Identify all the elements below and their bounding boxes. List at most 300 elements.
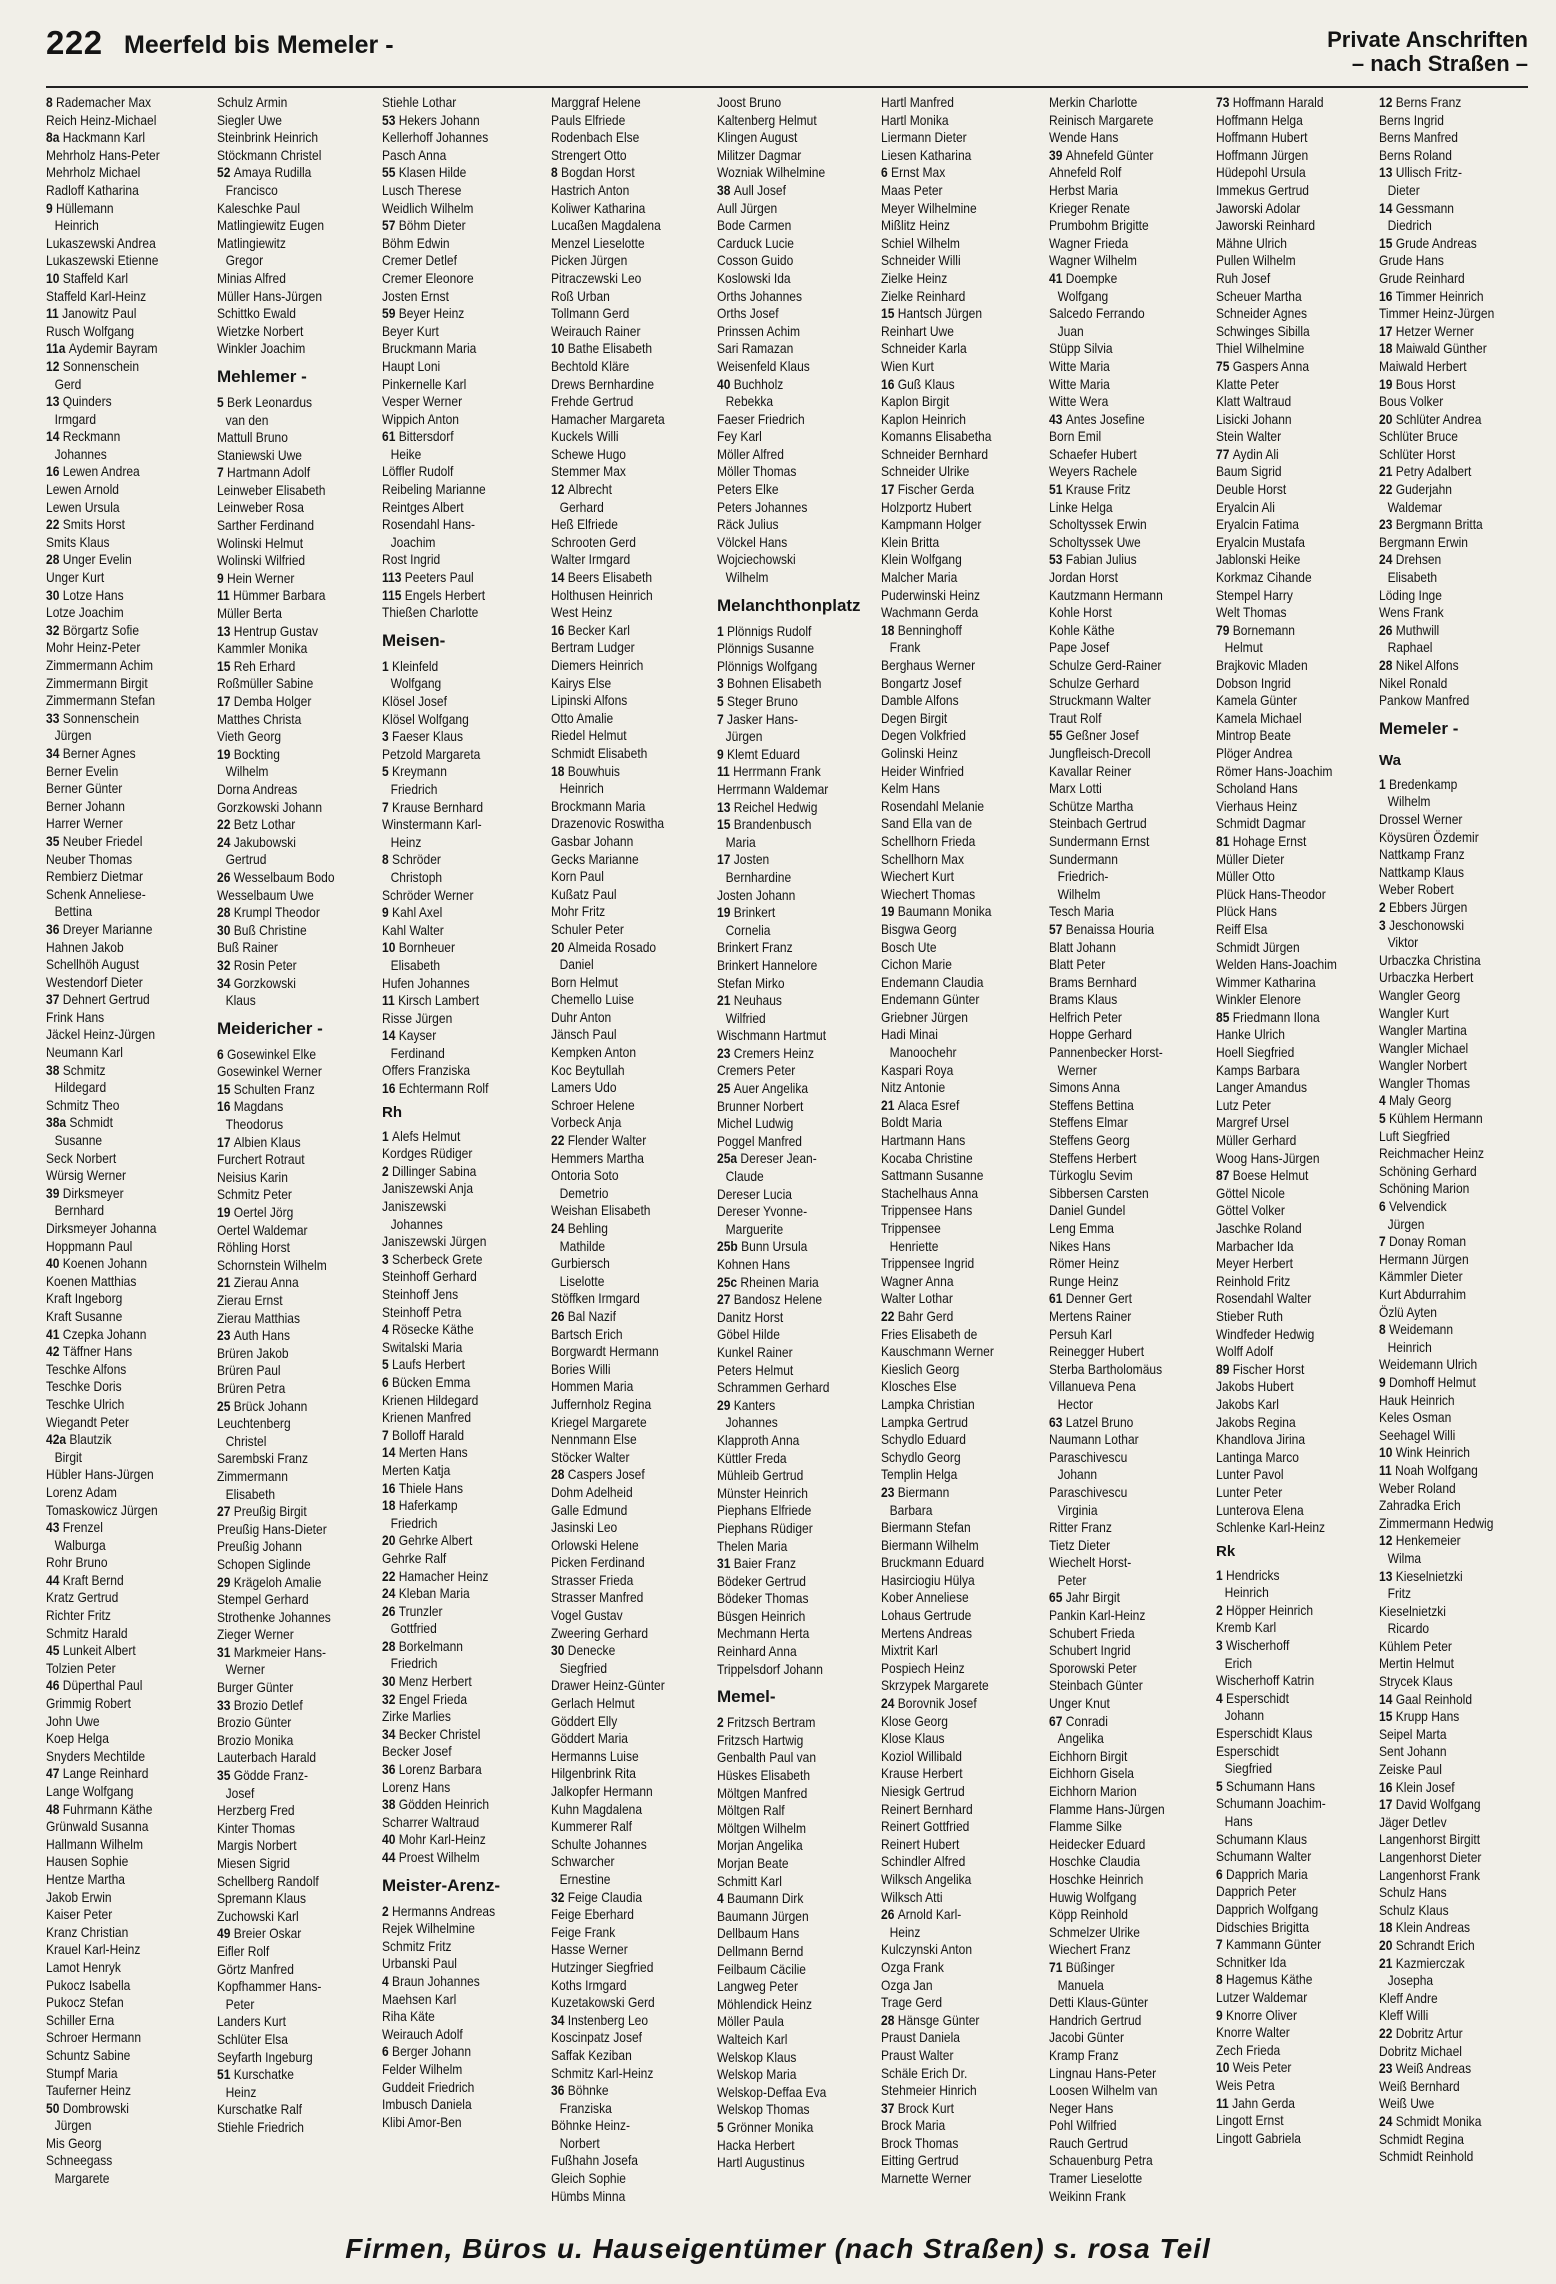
resident-entry: Schubert Frieda: [1049, 1624, 1135, 1641]
resident-entry: Thießen Charlotte: [382, 604, 479, 621]
house-number: 11: [382, 992, 399, 1009]
house-number: 13: [1379, 164, 1396, 181]
resident-entry: 21 Petry Adalbert: [1379, 463, 1472, 480]
resident-entry: Kuhn Magdalena: [551, 1800, 643, 1817]
resident-entry: Gehrke Ralf: [382, 1549, 447, 1566]
resident-entry: Helfrich Peter: [1049, 1008, 1122, 1025]
resident-entry: 34 Gorzkowski: [217, 974, 296, 991]
entry-continuation: Henriette: [889, 1237, 939, 1254]
resident-entry: 24 Drehsen: [1379, 551, 1442, 568]
resident-entry: Welskop Thomas: [717, 2101, 810, 2118]
resident-entry: Schulz Hans: [1379, 1884, 1447, 1901]
resident-entry: Urbanski Paul: [382, 1955, 457, 1972]
resident-entry: Berner Johann: [46, 797, 125, 814]
resident-entry: Pankow Manfred: [1379, 692, 1470, 709]
resident-entry: 25a Dereser Jean-: [717, 1150, 817, 1167]
resident-entry: 45 Lunkeit Albert: [46, 1642, 136, 1659]
resident-entry: Wende Hans: [1049, 129, 1119, 146]
resident-entry: 23 Biermann: [881, 1483, 950, 1500]
resident-entry: Rosendahl Walter: [1216, 1290, 1312, 1307]
resident-entry: Scheuer Martha: [1216, 287, 1302, 304]
resident-entry: Fritzsch Hartwig: [717, 1731, 804, 1748]
house-number: 28: [46, 551, 63, 568]
resident-entry: Weishan Elisabeth: [551, 1202, 651, 1219]
resident-entry: Golinski Heinz: [881, 744, 958, 761]
resident-entry: Stumpf Maria: [46, 2064, 118, 2081]
resident-entry: Schmidt Reinhold: [1379, 2148, 1474, 2165]
resident-entry: Dapprich Wolfgang: [1216, 1900, 1319, 1917]
resident-entry: Windfeder Hedwig: [1216, 1325, 1315, 1342]
resident-entry: Lingott Ernst: [1216, 2112, 1284, 2129]
entry-continuation: Ricardo: [1387, 1620, 1430, 1637]
entry-continuation: Elisabeth: [1387, 569, 1438, 586]
resident-entry: Schöning Gerhard: [1379, 1162, 1477, 1179]
resident-entry: Morjan Angelika: [717, 1837, 803, 1854]
house-number: 37: [46, 991, 63, 1008]
resident-entry: Koenen Matthias: [46, 1272, 137, 1289]
resident-entry: Schneider Bernhard: [881, 445, 989, 462]
resident-entry: 16 Klein Josef: [1379, 1778, 1455, 1795]
entry-continuation: Ernestine: [559, 1870, 611, 1887]
house-number: 8: [46, 94, 57, 110]
resident-entry: Kaltenberg Helmut: [717, 111, 817, 128]
entry-continuation: Jürgen: [725, 728, 763, 745]
resident-entry: Zieger Werner: [217, 1626, 294, 1643]
resident-entry: 5 Kühlem Hermann: [1379, 1110, 1483, 1127]
resident-entry: Krause Herbert: [881, 1765, 963, 1782]
resident-entry: 44 Kraft Bernd: [46, 1571, 124, 1588]
resident-entry: 26 Bal Nazif: [551, 1307, 616, 1324]
resident-entry: Reinegger Hubert: [1049, 1343, 1145, 1360]
resident-entry: 32 Engel Frieda: [382, 1690, 468, 1707]
resident-entry: 3 Bohnen Elisabeth: [717, 675, 822, 692]
resident-entry: 21 Alaca Esref: [881, 1096, 960, 1113]
entry-continuation: Bettina: [54, 903, 93, 920]
resident-entry: Hoffmann Hubert: [1216, 129, 1308, 146]
resident-entry: Hadi Minai: [881, 1026, 938, 1043]
resident-entry: Flamme Hans-Jürgen: [1049, 1800, 1165, 1817]
entry-continuation: Wilhelm: [1057, 885, 1101, 902]
resident-entry: Jablonski Heike: [1216, 551, 1301, 568]
house-number: 8a: [46, 129, 63, 146]
resident-entry: 40 Buchholz: [717, 375, 784, 392]
resident-entry: Kinter Thomas: [217, 1819, 296, 1836]
resident-entry: Reibeling Marianne: [382, 481, 486, 498]
resident-entry: Schulz Klaus: [1379, 1901, 1449, 1918]
resident-entry: 4 Braun Johannes: [382, 1972, 480, 1989]
resident-entry: Dapprich Peter: [1216, 1883, 1297, 1900]
resident-entry: Maehsen Karl: [382, 1990, 457, 2007]
resident-entry: Picken Jürgen: [551, 252, 628, 269]
house-number: 57: [1049, 920, 1066, 937]
resident-entry: Ahnefeld Rolf: [1049, 164, 1122, 181]
house-number: 23: [717, 1044, 734, 1061]
house-number: 26: [382, 1602, 399, 1619]
resident-entry: Gecks Marianne: [551, 850, 639, 867]
resident-entry: Stöcker Walter: [551, 1448, 630, 1465]
resident-entry: Hasse Werner: [551, 1941, 628, 1958]
resident-entry: Vieth Georg: [217, 728, 282, 745]
street-heading: Memel-: [717, 1687, 776, 1707]
house-number: 31: [717, 1555, 734, 1572]
resident-entry: Trippensee Ingrid: [881, 1255, 975, 1272]
resident-entry: Struckmann Walter: [1049, 692, 1151, 709]
entry-continuation: Frank: [889, 639, 921, 656]
resident-entry: Strengert Otto: [551, 146, 627, 163]
resident-entry: Otto Amalie: [551, 709, 614, 726]
entry-continuation: Johannes: [725, 1414, 778, 1431]
resident-entry: Kober Anneliese: [881, 1589, 969, 1606]
resident-entry: Eichhorn Gisela: [1049, 1765, 1134, 1782]
resident-entry: 12 Berns Franz: [1379, 94, 1462, 110]
house-number: 115: [382, 586, 405, 603]
resident-entry: Villanueva Pena: [1049, 1378, 1136, 1395]
resident-entry: Luft Siegfried: [1379, 1127, 1450, 1144]
resident-entry: Koc Beytullah: [551, 1061, 625, 1078]
resident-entry: Dobritz Michael: [1379, 2042, 1462, 2059]
resident-entry: 17 Fischer Gerda: [881, 481, 975, 498]
house-number: 55: [1049, 727, 1066, 744]
resident-entry: Walter Irmgard: [551, 551, 631, 568]
resident-entry: Nikes Hans: [1049, 1237, 1111, 1254]
resident-entry: Schnitker Ida: [1216, 1953, 1287, 1970]
resident-entry: 71 Büßinger: [1049, 1958, 1115, 1975]
entry-continuation: Liselotte: [559, 1272, 605, 1289]
entry-continuation: Gerhard: [559, 498, 604, 515]
resident-entry: Berner Günter: [46, 780, 123, 797]
house-number: 22: [1379, 481, 1396, 498]
resident-entry: Vogel Gustav: [551, 1607, 623, 1624]
directory-column: [717, 94, 869, 2172]
resident-entry: Skrzypek Margarete: [881, 1677, 989, 1694]
resident-entry: 16 Timmer Heinrich: [1379, 287, 1484, 304]
resident-entry: Leinweber Rosa: [217, 499, 305, 516]
house-number: 12: [1379, 94, 1396, 110]
entry-continuation: Heinz: [225, 2083, 257, 2100]
resident-entry: Steffens Herbert: [1049, 1149, 1137, 1166]
house-number: 3: [717, 675, 728, 692]
entry-continuation: Heinz: [889, 1923, 921, 1940]
resident-entry: Offers Franziska: [382, 1062, 471, 1079]
house-number: 20: [382, 1532, 399, 1549]
resident-entry: Mertin Helmut: [1379, 1655, 1454, 1672]
resident-entry: Diemers Heinrich: [551, 657, 644, 673]
resident-entry: Zimmermann Hedwig: [1379, 1514, 1494, 1531]
resident-entry: 16 Lewen Andrea: [46, 463, 140, 480]
resident-entry: 34 Instenberg Leo: [551, 2011, 649, 2028]
resident-entry: Schmidt Jürgen: [1216, 938, 1300, 955]
resident-entry: 6 Dapprich Maria: [1216, 1865, 1308, 1882]
resident-entry: Lotze Joachim: [46, 604, 124, 621]
resident-entry: Walteich Karl: [717, 2030, 788, 2047]
resident-entry: Kaiser Peter: [46, 1906, 113, 1923]
resident-entry: 8a Hackmann Karl: [46, 129, 146, 146]
house-number: 41: [1049, 269, 1066, 286]
resident-entry: Feige Frank: [551, 1923, 616, 1940]
resident-entry: Lukaszewski Andrea: [46, 234, 156, 251]
resident-entry: Kleff Willi: [1379, 2007, 1429, 2024]
resident-entry: Pukocz Isabella: [46, 1976, 131, 1993]
resident-entry: Pukocz Stefan: [46, 1994, 124, 2011]
resident-entry: Eitting Gertrud: [881, 2152, 959, 2169]
resident-entry: 39 Ahnefeld Günter: [1049, 146, 1154, 163]
resident-entry: Wiechelt Horst-: [1049, 1554, 1132, 1571]
house-number: 30: [46, 586, 63, 603]
resident-entry: Griebner Jürgen: [881, 1008, 969, 1025]
resident-entry: 67 Conradi: [1049, 1712, 1108, 1729]
resident-entry: Brinkert Hannelore: [717, 956, 818, 973]
resident-entry: Schornstein Wilhelm: [217, 1256, 327, 1273]
entry-continuation: Dieter: [1387, 181, 1420, 198]
resident-entry: 30 Lotze Hans: [46, 586, 124, 603]
resident-entry: Ontoria Soto: [551, 1167, 619, 1184]
resident-entry: Grimmig Robert: [46, 1695, 131, 1712]
resident-entry: 10 Weis Peter: [1216, 2059, 1292, 2076]
resident-entry: 87 Boese Helmut: [1216, 1167, 1309, 1184]
resident-entry: 16 Guß Klaus: [881, 375, 955, 392]
house-number: 30: [551, 1642, 568, 1659]
resident-entry: 20 Gehrke Albert: [382, 1532, 473, 1549]
resident-entry: Stempel Gerhard: [217, 1591, 309, 1608]
resident-entry: 15 Schulten Franz: [217, 1080, 315, 1097]
resident-entry: 3 Wischerhoff: [1216, 1637, 1290, 1654]
resident-entry: Zimmermann Birgit: [46, 674, 148, 691]
house-number: 1: [1216, 1566, 1227, 1583]
house-number: 3: [382, 728, 393, 745]
resident-entry: 41 Czepka Johann: [46, 1325, 147, 1342]
resident-entry: Joost Bruno: [717, 94, 782, 110]
resident-entry: 14 Merten Hans: [382, 1444, 468, 1461]
entry-continuation: Jürgen: [54, 2117, 92, 2134]
house-number: 35: [46, 832, 63, 849]
house-number: 63: [1049, 1413, 1066, 1430]
house-number: 38a: [46, 1114, 70, 1131]
house-number: 6: [1216, 1865, 1227, 1882]
resident-entry: 5 Kreymann: [382, 763, 447, 780]
resident-entry: Templin Helga: [881, 1466, 958, 1483]
resident-entry: Sibbersen Carsten: [1049, 1184, 1149, 1201]
house-number: 11: [1216, 2094, 1233, 2111]
resident-entry: 1 Kleinfeld: [382, 657, 439, 674]
resident-entry: Marggraf Helene: [551, 94, 641, 110]
house-number: 19: [1379, 375, 1396, 392]
resident-entry: 12 Henkemeier: [1379, 1532, 1461, 1549]
page-header: [46, 20, 1528, 76]
resident-entry: Steinbrink Heinrich: [217, 129, 319, 146]
resident-entry: Dorna Andreas: [217, 780, 298, 797]
resident-entry: Drawer Heinz-Günter: [551, 1677, 665, 1694]
resident-entry: Mechmann Herta: [717, 1625, 810, 1642]
resident-entry: Weidlich Wilhelm: [382, 199, 474, 216]
resident-entry: Matlingiewitz Eugen: [217, 217, 325, 234]
house-number: 71: [1049, 1958, 1066, 1975]
resident-entry: Langenhorst Frank: [1379, 1866, 1481, 1883]
resident-entry: 22 Dobritz Artur: [1379, 2024, 1463, 2041]
resident-entry: Biermann Wilhelm: [881, 1536, 979, 1553]
resident-entry: Kußatz Paul: [551, 885, 617, 902]
resident-entry: 13 Hentrup Gustav: [217, 622, 319, 639]
resident-entry: 4 Rösecke Käthe: [382, 1321, 474, 1338]
resident-entry: 2 Ebbers Jürgen: [1379, 898, 1468, 915]
resident-entry: Leinweber Elisabeth: [217, 481, 326, 498]
resident-entry: Kempken Anton: [551, 1044, 637, 1061]
house-number: 1: [1379, 775, 1390, 792]
resident-entry: Gasbar Johann: [551, 832, 634, 849]
resident-entry: Faeser Friedrich: [717, 410, 805, 427]
house-number: 28: [551, 1466, 568, 1483]
house-number: 14: [46, 428, 63, 445]
resident-entry: Stachelhaus Anna: [881, 1184, 979, 1201]
resident-entry: Kuzetakowski Gerd: [551, 1994, 655, 2011]
resident-entry: 3 Faeser Klaus: [382, 728, 463, 745]
resident-entry: Miesen Sigrid: [217, 1855, 290, 1871]
entry-continuation: Waldemar: [1387, 498, 1443, 515]
resident-entry: 22 Hamacher Heinz: [382, 1567, 489, 1584]
resident-entry: Cremer Eleonore: [382, 269, 474, 286]
resident-entry: Lingott Gabriela: [1216, 2129, 1302, 2146]
resident-entry: Tollmann Gerd: [551, 305, 630, 322]
resident-entry: Schröder Werner: [382, 886, 474, 903]
entry-continuation: Claude: [725, 1168, 764, 1185]
entry-continuation: Theodorus: [225, 1116, 284, 1133]
resident-entry: Westendorf Dieter: [46, 973, 143, 990]
resident-entry: Wiechert Thomas: [881, 885, 976, 902]
house-number: 21: [717, 992, 734, 1009]
resident-entry: Göttel Nicole: [1216, 1184, 1285, 1201]
resident-entry: Langer Amandus: [1216, 1079, 1308, 1096]
resident-entry: Scholand Hans: [1216, 780, 1298, 797]
house-number: 57: [382, 217, 399, 234]
resident-entry: Wilksch Angelika: [881, 1870, 972, 1887]
house-number: 47: [46, 1765, 63, 1782]
resident-entry: Langweg Peter: [717, 1978, 799, 1995]
resident-entry: 13 Quinders: [46, 393, 112, 410]
resident-entry: Gurbiersch: [551, 1255, 610, 1272]
resident-entry: Plönnigs Wolfgang: [717, 657, 818, 674]
entry-continuation: Manoochehr: [889, 1044, 957, 1061]
resident-entry: Niesigk Gertrud: [881, 1783, 965, 1799]
house-number: 10: [46, 269, 63, 286]
resident-entry: Rembierz Dietmar: [46, 868, 144, 885]
entry-continuation: Bernhardine: [725, 868, 792, 885]
resident-entry: Bous Volker: [1379, 393, 1444, 410]
house-number: 18: [382, 1497, 399, 1514]
resident-entry: Orths Johannes: [717, 287, 803, 304]
resident-entry: 26 Wesselbaum Bodo: [217, 868, 335, 885]
resident-entry: 33 Brozio Detlef: [217, 1696, 303, 1713]
house-number: 55: [382, 164, 399, 181]
resident-entry: 2 Hermanns Andreas: [382, 1902, 496, 1919]
resident-entry: Scholtyssek Erwin: [1049, 516, 1147, 533]
resident-entry: 21 Kazmierczak: [1379, 1954, 1465, 1971]
house-number: 15: [217, 1080, 234, 1097]
resident-entry: 43 Antes Josefine: [1049, 410, 1145, 427]
resident-entry: Flamme Silke: [1049, 1818, 1122, 1835]
resident-entry: Zech Frieda: [1216, 2041, 1281, 2058]
resident-entry: Küttler Freda: [717, 1449, 787, 1466]
resident-entry: Knorre Walter: [1216, 2024, 1290, 2041]
house-number: 13: [217, 622, 234, 639]
house-number: 17: [1379, 322, 1396, 339]
resident-entry: 30 Buß Christine: [217, 921, 307, 938]
resident-entry: Janiszewski Anja: [382, 1180, 474, 1197]
resident-entry: Naumann Lothar: [1049, 1431, 1139, 1448]
resident-entry: 25 Auer Angelika: [717, 1080, 809, 1097]
resident-entry: Berns Ingrid: [1379, 111, 1444, 128]
resident-entry: Stehmeier Hinrich: [881, 2082, 977, 2099]
resident-entry: Schmidt Dagmar: [1216, 815, 1306, 832]
resident-entry: Nattkamp Klaus: [1379, 863, 1464, 880]
resident-entry: 23 Cremers Heinz: [717, 1044, 815, 1061]
resident-entry: Biermann Stefan: [881, 1519, 971, 1536]
resident-entry: Seipel Marta: [1379, 1725, 1447, 1742]
resident-entry: Schuntz Sabine: [46, 2046, 131, 2063]
resident-entry: Plönnigs Susanne: [717, 640, 815, 657]
house-number: 22: [1379, 2024, 1396, 2041]
house-number: 45: [46, 1642, 63, 1659]
resident-entry: 7 Bolloff Harald: [382, 1426, 465, 1443]
house-number: 18: [551, 762, 568, 779]
resident-entry: Bode Carmen: [717, 217, 792, 234]
resident-entry: Eichhorn Marion: [1049, 1783, 1137, 1799]
resident-entry: Korn Paul: [551, 868, 604, 885]
house-number: 17: [217, 1133, 234, 1150]
resident-entry: Weiß Bernhard: [1379, 2077, 1460, 2094]
resident-entry: 11 Herrmann Frank: [717, 763, 821, 780]
resident-entry: Jakobs Hubert: [1216, 1378, 1294, 1395]
house-number: 28: [382, 1637, 399, 1654]
house-number: 8: [382, 851, 393, 868]
resident-entry: Becker Josef: [382, 1743, 452, 1760]
resident-entry: 24 Schmidt Monika: [1379, 2112, 1482, 2129]
resident-entry: Münster Heinrich: [717, 1484, 809, 1501]
entry-continuation: Walburga: [54, 1536, 106, 1553]
resident-entry: Schrooten Gerd: [551, 533, 637, 550]
entry-continuation: Helmut: [1224, 639, 1263, 656]
resident-entry: Hermann Jürgen: [1379, 1250, 1469, 1267]
resident-entry: 22 Smits Horst: [46, 516, 125, 533]
resident-entry: Sarther Ferdinand: [217, 517, 315, 534]
entry-continuation: Ferdinand: [390, 1044, 445, 1061]
resident-entry: Wiechert Franz: [1049, 1941, 1131, 1958]
house-number: 44: [382, 1849, 399, 1865]
house-number: 7: [382, 1426, 393, 1443]
house-number: 8: [1216, 1971, 1227, 1988]
entry-continuation: Christel: [225, 1432, 267, 1449]
resident-entry: Welt Thomas: [1216, 604, 1287, 621]
house-number: 33: [217, 1696, 234, 1713]
resident-entry: Militzer Dagmar: [717, 146, 802, 163]
resident-entry: Hilgenbrink Rita: [551, 1765, 636, 1782]
resident-entry: Schütze Martha: [1049, 797, 1134, 814]
resident-entry: Harrer Werner: [46, 815, 123, 832]
house-number: 67: [1049, 1712, 1066, 1729]
resident-entry: Kampmann Holger: [881, 516, 982, 533]
resident-entry: Wojciechowski: [717, 551, 796, 568]
entry-continuation: Johannes: [54, 445, 107, 462]
resident-entry: Trippelsdorf Johann: [717, 1660, 823, 1677]
house-number: 7: [717, 710, 728, 727]
resident-entry: 43 Frenzel: [46, 1519, 103, 1536]
resident-entry: 1 Hendricks: [1216, 1566, 1280, 1583]
resident-entry: Hübler Hans-Jürgen: [46, 1466, 154, 1483]
resident-entry: Esperschidt: [1216, 1742, 1279, 1759]
resident-entry: 29 Krägeloh Amalie: [217, 1573, 322, 1590]
house-number: 15: [1379, 1708, 1396, 1725]
house-number: 4: [717, 1890, 728, 1907]
house-number: 53: [1049, 551, 1066, 568]
resident-entry: 6 Gosewinkel Elke: [217, 1045, 317, 1062]
